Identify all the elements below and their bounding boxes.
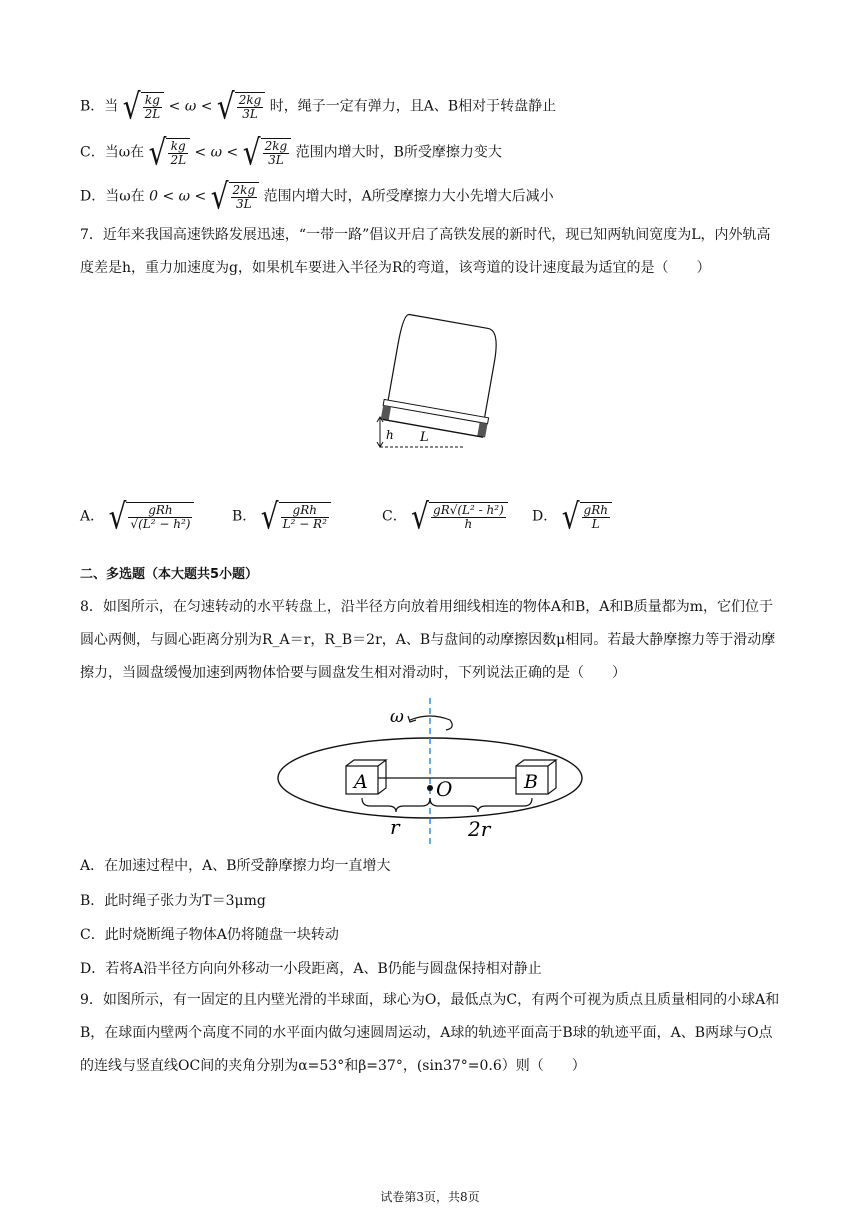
turntable-figure	[270, 698, 590, 846]
rotation-arrow-icon	[410, 716, 452, 730]
q6-option-b	[80, 85, 800, 127]
q7-option-a: A． √ $\frac{\text{gRh}}{\text{√(L² − h²)}}$	[80, 502, 194, 531]
q8-option-b: B．此时绳子张力为T＝3μmg	[80, 893, 266, 909]
label-2r: 2r	[468, 817, 491, 841]
q6-option-c	[80, 131, 800, 173]
frac-den: L² − R²	[282, 517, 327, 531]
frac-num: kg	[143, 94, 163, 108]
section-header: 二、多选题（本大题共5小题）	[80, 567, 259, 582]
sqrt-2kg-3l: √ $\frac{2kg}{3L}$	[217, 92, 265, 121]
frac-den: L	[591, 517, 600, 531]
q7-option-b: B． √ $\frac{\text{gRh}}{\text{L² − R²}}$	[232, 502, 331, 531]
label-b: B	[524, 771, 538, 793]
center-point	[427, 785, 433, 791]
q8-stem: 8．如图所示，在匀速转动的水平转盘上，沿半径方向放着用细线相连的物体A和B，A和B质量都为m，它们位于圆心两侧，与圆心距离分别为R_A＝r，R_B＝2r，A、B与盘间的动摩擦因数μ相同。若最大静摩擦力等于滑动摩擦力，当圆盘缓慢加速到两物体恰要与圆盘发生相对滑动时，下列说法正确的是（ ）	[80, 599, 776, 681]
block-a	[346, 760, 386, 794]
frac-num: gRh	[128, 504, 192, 518]
page-footer: 试卷第3页，共8页	[380, 1190, 480, 1204]
frac-num: 2kg	[238, 93, 262, 107]
inequality: < ω <	[168, 98, 213, 115]
brace-r	[362, 798, 430, 812]
label-a: A	[354, 771, 368, 793]
label-h: h	[386, 428, 394, 442]
train-tilt-figure	[370, 312, 500, 452]
label-r: r	[390, 815, 400, 839]
option-label: D．	[532, 508, 558, 525]
q7-stem: 7．近年来我国高速铁路发展迅速，“一带一路”倡议开启了高铁发展的新时代，现已知两轨间宽度为L，内外轨高度差是h，重力加速度为g，如果机车要进入半径为R的弯道，该弯道的设计速度最为适宜的是（ ）	[80, 227, 771, 276]
frac-den: 3L	[268, 153, 284, 167]
frac-num: gRh	[583, 503, 608, 517]
option-label: B．当	[80, 98, 119, 115]
frac-num: 2kg	[232, 183, 256, 197]
frac-num: gRh	[281, 504, 329, 518]
frac-num: kg	[168, 140, 188, 154]
sqrt-kg-2l: √ $\frac{kg}{2L}$	[123, 92, 164, 121]
frac-num: 2kg	[264, 139, 288, 153]
wheel-left	[381, 405, 391, 420]
block-b	[516, 760, 556, 794]
sqrt-2kg-3l: √ $\frac{2kg}{3L}$	[243, 138, 291, 167]
frac-num: gR√(L² - h²)	[433, 503, 504, 517]
option-label: A．	[80, 508, 105, 525]
q7-option-c: C． √ $\frac{\text{gR√(L² - h²)}}{h}$	[382, 502, 508, 531]
q9-stem: 9．如图所示，有一固定的且内壁光滑的半球面，球心为O，最低点为C，有两个可视为质点且质量相同的小球A和B，在球面内壁两个高度不同的水平面内做匀速圆周运动，A球的轨迹平面高于B球的轨迹平面，A、B两球与O点的连线与竖直线OC间的夹角分别为α=53°和β=37°，(sin37°=0.6）则（ ）	[80, 992, 780, 1074]
option-label: D．当ω在	[80, 188, 145, 205]
q7-option-d: D． √ $\frac{\text{gRh}}{L}$	[532, 502, 612, 531]
option-label: B．	[232, 508, 257, 525]
label-omega: ω	[390, 707, 404, 727]
q8-option-a: A．在加速过程中，A、B所受静摩擦力均一直增大	[80, 858, 391, 874]
q8-option-d: D．若将A沿半径方向向外移动一小段距离，A、B仍能与圆盘保持相对静止	[80, 961, 542, 977]
q6-option-d	[80, 175, 800, 217]
option-text: 范围内增大时，A所受摩擦力大小先增大后减小	[263, 188, 554, 205]
frac-den: 2L	[144, 107, 161, 121]
frac-den: h	[464, 517, 473, 531]
q8-option-c: C．此时烧断绳子物体A仍将随盘一块转动	[80, 927, 339, 943]
option-label: C．	[382, 508, 407, 525]
frac-den: √(L² − h²)	[130, 517, 191, 531]
inequality: 0 < ω <	[149, 188, 207, 205]
wheel-right	[477, 422, 487, 437]
label-o: O	[436, 777, 453, 801]
inequality: < ω <	[194, 144, 239, 161]
frac-den: 2L	[170, 153, 187, 167]
label-l: L	[420, 430, 429, 445]
option-text: 范围内增大时，B所受摩擦力变大	[295, 144, 502, 161]
option-text: 时，绳子一定有弹力，且A、B相对于转盘静止	[269, 98, 557, 115]
frac-den: 3L	[236, 197, 252, 211]
sqrt-kg-2l: √ $\frac{kg}{2L}$	[149, 138, 190, 167]
sqrt-2kg-3l: √ $\frac{2kg}{3L}$	[211, 182, 259, 211]
axle	[383, 419, 483, 437]
option-label: C．当ω在	[80, 144, 145, 161]
frac-den: 3L	[242, 107, 258, 121]
